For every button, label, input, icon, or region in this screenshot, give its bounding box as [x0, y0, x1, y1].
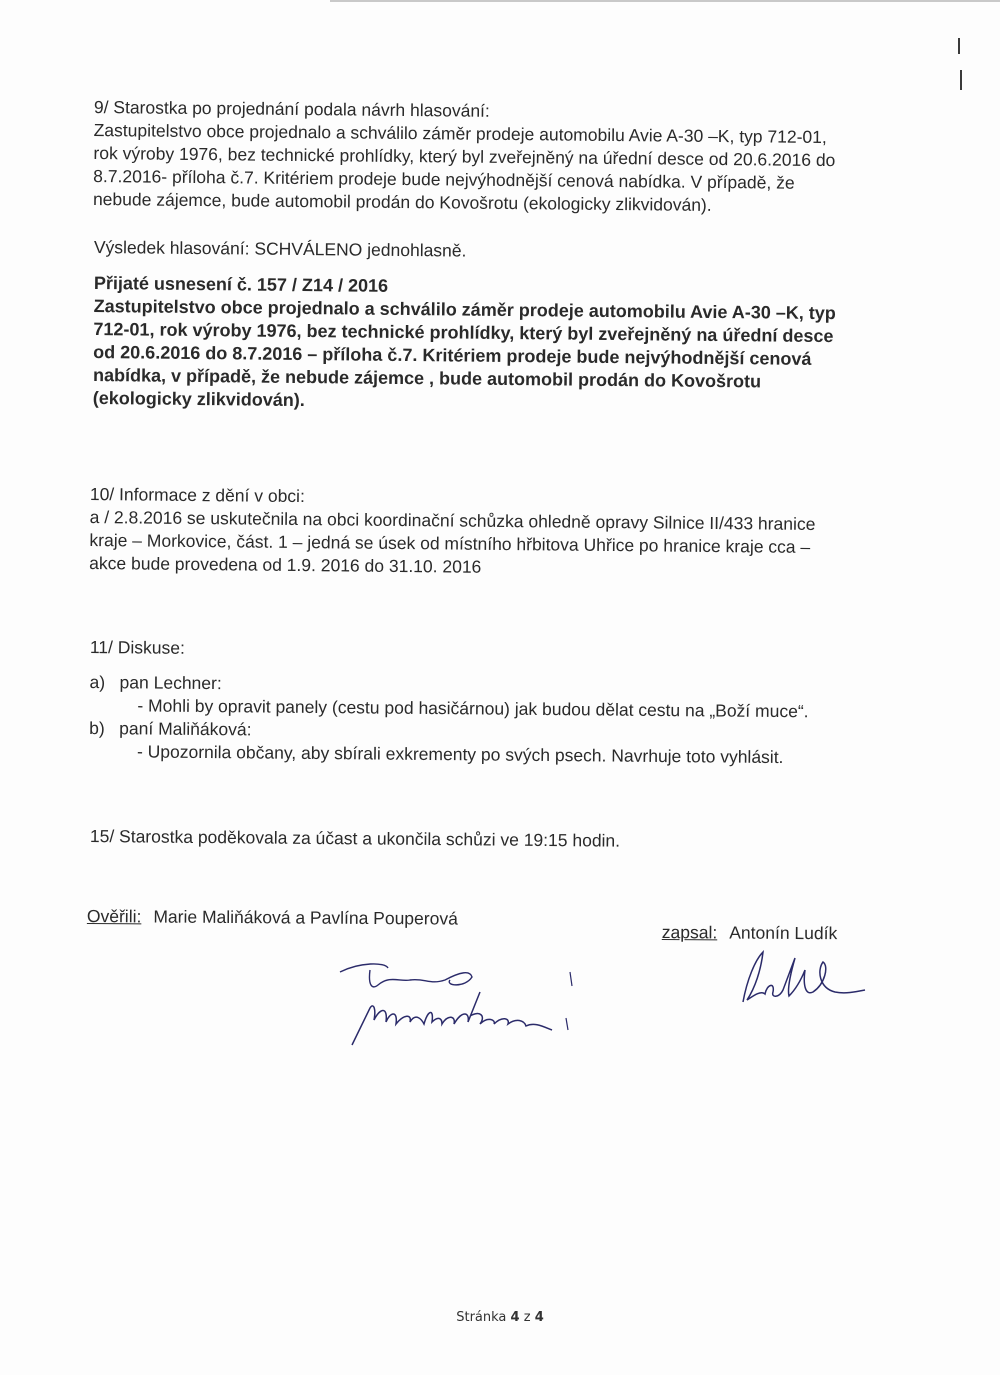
- section-15-text: 15/ Starostka poděkovala za účast a ukončila schůzi ve 19:15 hodin.: [89, 825, 621, 851]
- verified-by: [87, 906, 458, 930]
- section-9-line: rok výroby 1976, bez technické prohlídky, který byl zveřejněný na úřední desce od 20.6.2016 do: [93, 142, 836, 171]
- resolution-title: Přijaté usnesení č. 157 / Z14 / 2016: [93, 272, 389, 296]
- speaker-name: paní Maliňáková:: [119, 718, 252, 740]
- speaker-name: pan Lechner:: [119, 672, 222, 694]
- resolution-line: od 20.6.2016 do 8.7.2016 – příloha č.7. Kritériem prodeje bude nejvýhodnější cenová: [93, 341, 812, 369]
- scan-edge-line: [330, 0, 1000, 2]
- section-9-heading: 9/ Starostka po projednání podala návrh hlasování:: [93, 96, 490, 121]
- section-10-line: akce bude provedena od 1.9. 2016 do 31.10. 2016: [89, 552, 482, 577]
- list-marker: b): [89, 717, 105, 739]
- handwritten-signature-left: [330, 950, 580, 1060]
- footer-total-pages: 4: [534, 1310, 544, 1325]
- section-9-line: Zastupitelstvo obce projednalo a schválilo záměr prodeje automobilu Avie A-30 –K, typ 712-01,: [93, 119, 827, 148]
- resolution-line: 712-01, rok výroby 1976, bez technické prohlídky, který byl zveřejněný na úřední desce: [93, 318, 834, 347]
- margin-mark: [960, 70, 962, 90]
- section-11-heading: 11/ Diskuse:: [89, 636, 185, 658]
- section-11: [89, 636, 920, 770]
- section-15: [90, 825, 920, 855]
- verified-names: Marie Maliňáková a Pavlína Pouperová: [153, 906, 458, 929]
- resolution-line: Zastupitelstvo obce projednalo a schválilo záměr prodeje automobilu Avie A-30 –K, typ: [93, 295, 836, 324]
- resolution-line: nabídka, v případě, že nebude zájemce , bude automobil prodán do Kovošrotu: [92, 364, 762, 392]
- writer-label: zapsal:: [661, 922, 718, 943]
- section-9: [93, 96, 924, 219]
- page-footer: [0, 1310, 1000, 1325]
- section-9-line: nebude zájemce, bude automobil prodán do Kovošrotu (ekologicky zlikvidován).: [92, 188, 712, 215]
- section-10-line: kraje – Morkovice, část. 1 – jedná se úsek od místního hřbitova Uhřice po hranice kraje cca –: [89, 529, 811, 557]
- footer-page-number: 4: [510, 1310, 520, 1325]
- speaker-remark: - Mohli by opravit panely (cestu pod hasičárnou) jak budou dělat cestu na „Boží muce“.: [137, 695, 809, 722]
- margin-mark: [958, 38, 960, 54]
- resolution-line: (ekologicky zlikvidován).: [92, 387, 305, 411]
- section-9-line: 8.7.2016- příloha č.7. Kritériem prodeje bude nejvýhodnější cenová nabídka. V případě, že: [93, 165, 795, 193]
- section-10-heading: 10/ Informace z dění v obci:: [89, 483, 305, 507]
- vote-result-text: Výsledek hlasování: SCHVÁLENO jednohlasně.: [93, 236, 467, 261]
- section-10: [89, 483, 920, 583]
- handwritten-signature-right: [725, 940, 875, 1020]
- resolution: [93, 272, 924, 418]
- signature-row: [86, 906, 887, 944]
- footer-prefix: Stránka: [456, 1310, 507, 1325]
- writer-name: Antonín Ludík: [729, 922, 838, 944]
- section-10-line: a / 2.8.2016 se uskutečnila na obci koordinační schůzka ohledně opravy Silnice II/433 hranice: [89, 506, 816, 534]
- footer-separator: z: [523, 1310, 531, 1325]
- speaker-remark: - Upozornila občany, aby sbírali exkrementy po svých psech. Navrhuje toto vyhlásit.: [136, 741, 784, 768]
- verified-label: Ověřili:: [86, 906, 142, 927]
- vote-result: [94, 236, 924, 267]
- list-marker: a): [89, 671, 106, 693]
